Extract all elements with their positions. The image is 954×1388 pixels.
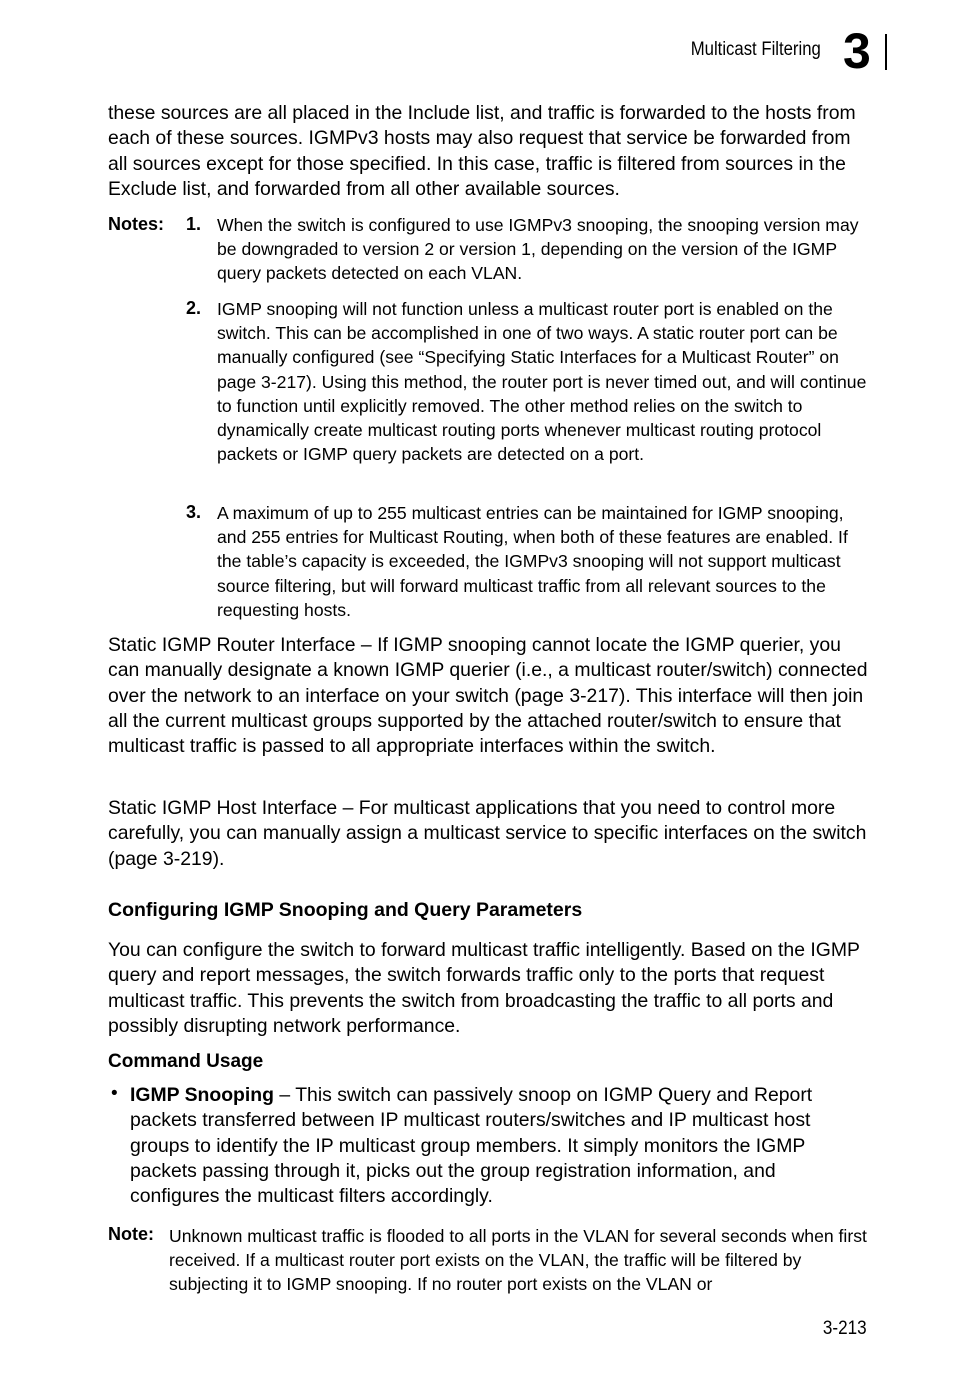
note-2-number: 2. bbox=[186, 298, 202, 318]
static-router-paragraph: Static IGMP Router Interface – If IGMP snooping cannot locate the IGMP querier, you can manually designate a known IGMP querier (i.e., a multicast router/switch) connected over the network to an interface on your switch (page 3-217). This interface will then join all the current multicast groups supported by the attached router/switch to ensure that multicast traffic is passed to all appropriate interfaces within the switch. bbox=[108, 634, 868, 758]
bullet-marker: • bbox=[111, 1083, 118, 1104]
static-host-paragraph: Static IGMP Host Interface – For multicast applications that you need to control more carefully, you can manually assign a multicast service to specific interfaces on the switch (page 3-219). bbox=[108, 797, 867, 870]
command-usage-heading: Command Usage bbox=[108, 1051, 264, 1072]
intro-paragraph: these sources are all placed in the Include list, and traffic is forwarded to the hosts from each of these sources. IGMPv3 hosts may also request that service be forwarded from all sources except for those specified. In this case, traffic is filtered from sources in the Exclude list, and forwarded from all other available sources. bbox=[108, 102, 856, 200]
section-heading: Configuring IGMP Snooping and Query Parameters bbox=[108, 899, 583, 921]
note-2-text: IGMP snooping will not function unless a multicast router port is enabled on the switch. This can be accomplished in one of two ways. A static router port can be manually configured (see “Specifying Static Interfaces for a Multicast Router” on page 3-217). Using this method, the router port is never timed out, and will continue to function until explicitly removed. The other method relies on the switch to dynamically create multicast routing ports whenever multicast routing protocol packets or IGMP query packets are detected on a port. bbox=[217, 299, 867, 465]
note-1-number: 1. bbox=[186, 214, 202, 234]
bullet-item bbox=[130, 1083, 860, 1209]
note-3-number: 3. bbox=[186, 502, 202, 522]
note-3-text: A maximum of up to 255 multicast entries can be maintained for IGMP snooping, and 255 entries for Multicast Routing, when both of these features are enabled. If the table’s capacity is exceeded, the IGMPv3 snooping will not support multicast source filtering, but will forward multicast traffic from all relevant sources to the requesting hosts. bbox=[217, 503, 848, 620]
chapter-divider bbox=[885, 34, 887, 70]
chapter-number: 3 bbox=[843, 23, 871, 79]
note-text: Unknown multicast traffic is flooded to all ports in the VLAN for several seconds when first received. If a multicast router port exists on the VLAN, the traffic will be filtered by subjecting it to IGMP snooping. If no router port exists on the VLAN or bbox=[169, 1226, 867, 1295]
running-header-title: Multicast Filtering bbox=[690, 39, 821, 60]
bullet-description: – This switch can passively snoop on IGMP Query and Report packets transferred between IP multicast routers/switches and IP multicast host groups to identify the IP multicast group members. It simply monitors the IGMP packets passing through it, picks out the group registration information, and configures the multicast filters accordingly. bbox=[130, 1084, 813, 1208]
note-label: Note: bbox=[108, 1224, 154, 1244]
bullet-term: IGMP Snooping bbox=[130, 1084, 274, 1106]
page-number: 3-213 bbox=[823, 1318, 867, 1339]
note-1-text: When the switch is configured to use IGMPv3 snooping, the snooping version may be downgraded to version 2 or version 1, depending on the version of the IGMP query packets detected on each VLAN. bbox=[217, 215, 859, 284]
section-paragraph: You can configure the switch to forward multicast traffic intelligently. Based on the IGMP query and report messages, the switch forwards traffic only to the ports that request multicast traffic. This prevents the switch from broadcasting the traffic to all ports and possibly disrupting network performance. bbox=[108, 939, 860, 1037]
notes-label: Notes: bbox=[108, 214, 165, 234]
